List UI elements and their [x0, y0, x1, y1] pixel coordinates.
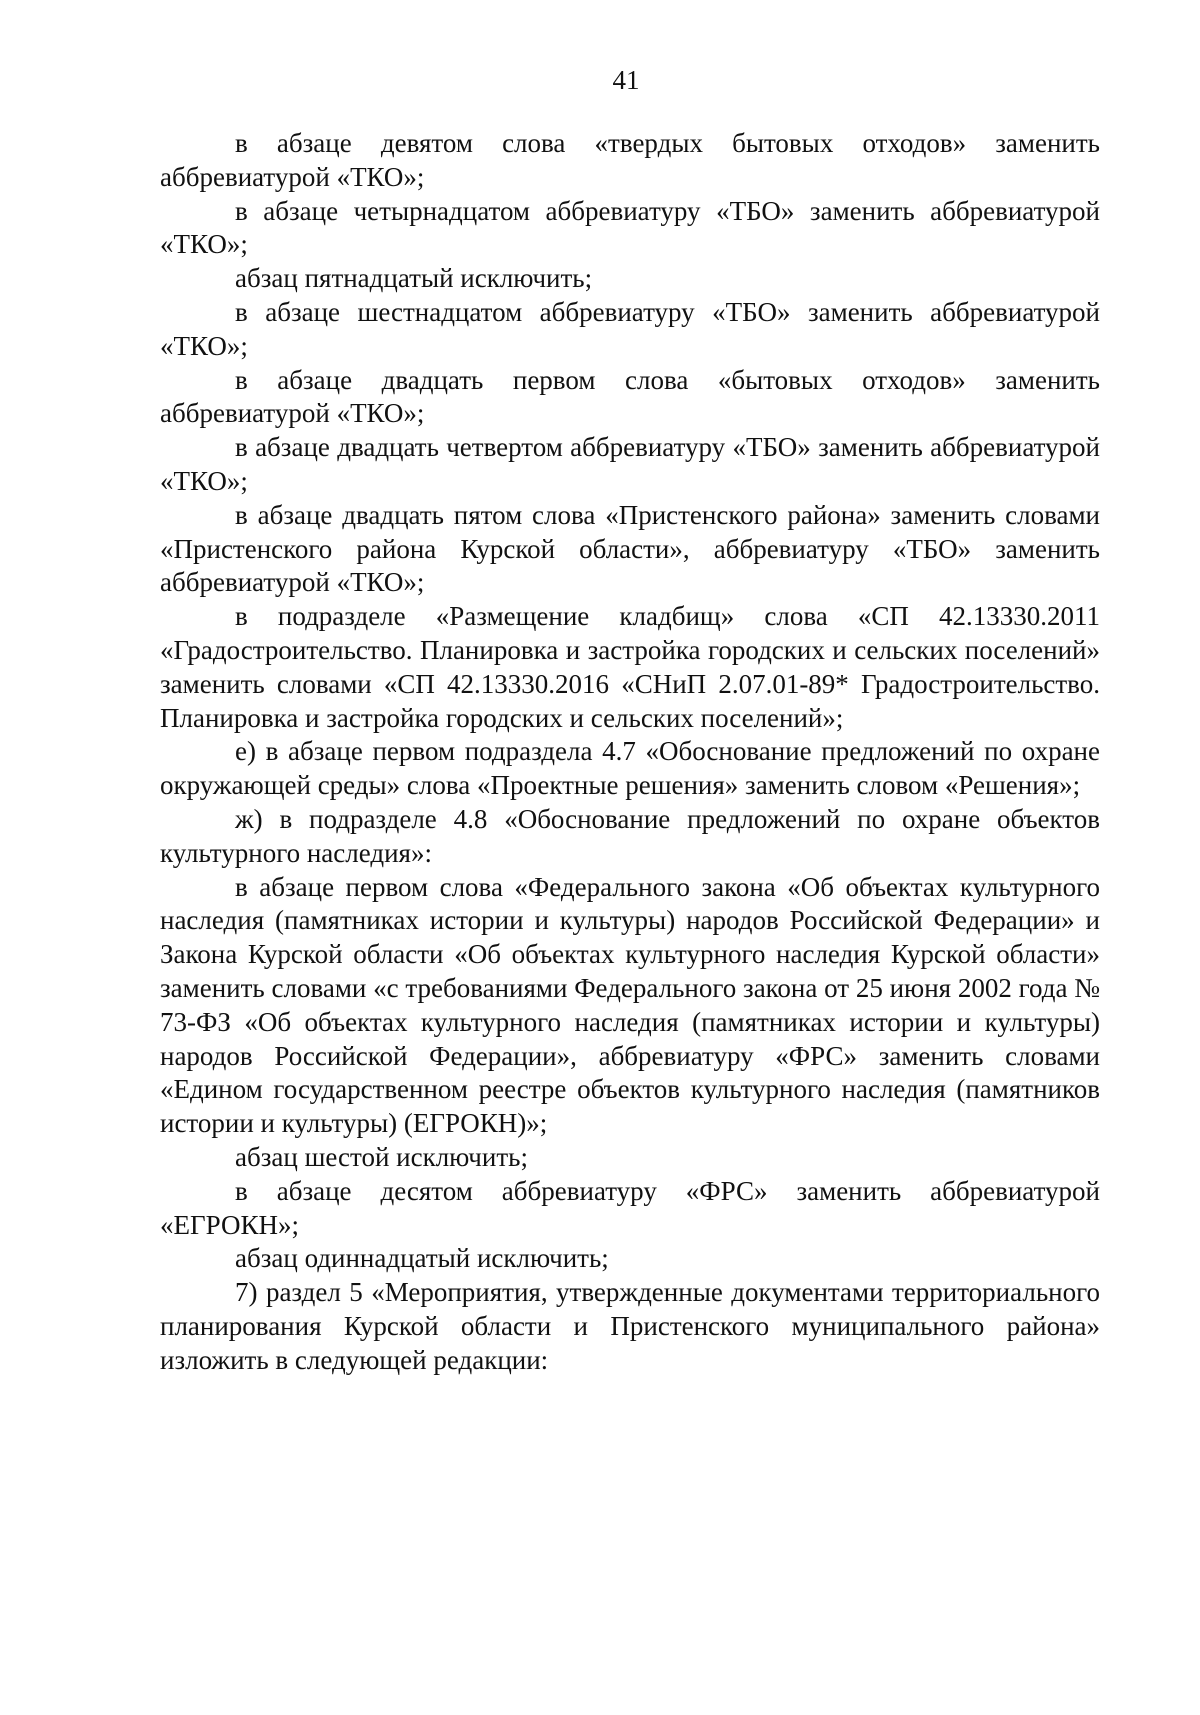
paragraph: в абзаце четырнадцатом аббревиатуру «ТБО» заменить аббревиатурой «ТКО»; — [160, 195, 1100, 260]
paragraph: 7) раздел 5 «Мероприятия, утвержденные документами территориального планирования Курской области и Пристенского муниципального района» изложить в следующей редакции: — [160, 1277, 1100, 1375]
paragraph: в абзаце шестнадцатом аббревиатуру «ТБО» заменить аббревиатурой «ТКО»; — [160, 296, 1100, 361]
paragraph: в абзаце первом слова «Федерального закона «Об объектах культурного наследия (памятниках истории и культуры) народов Российской Федерации» и Закона Курской области «Об объектах культурного наследия Курской области» заменить словами «с требованиями Федерального закона от 25 июня 2002 года № 73-ФЗ «Об объектах культурного наследия (памятниках истории и культуры) народов Российской Федерации», аббревиатуру «ФРС» заменить словами «Едином государственном реестре объектов культурного наследия (памятников истории и культуры) (ЕГРОКН)»; — [160, 871, 1100, 1139]
paragraph: в абзаце двадцать четвертом аббревиатуру «ТБО» заменить аббревиатурой «ТКО»; — [160, 432, 1100, 496]
paragraph: абзац пятнадцатый исключить; — [235, 263, 593, 294]
document-body — [160, 127, 1100, 1377]
paragraph: в абзаце девятом слова «твердых бытовых отходов» заменить аббревиатурой «ТКО»; — [160, 128, 1100, 192]
paragraph: в подразделе «Размещение кладбищ» слова «СП 42.13330.2011 «Градостроительство. Планировка и застройка городских и сельских поселений» заменить словами «СП 42.13330.2016 «СНиП 2.07.01-89* Градостроительство. Планировка и застройка городских и сельских поселений»; — [160, 601, 1100, 733]
paragraph: ж) в подразделе 4.8 «Обоснование предложений по охране объектов культурного наследия»: — [160, 803, 1100, 868]
page-number: 41 — [612, 65, 640, 95]
paragraph: абзац шестой исключить; — [235, 1141, 528, 1172]
paragraph: в абзаце десятом аббревиатуру «ФРС» заменить аббревиатурой «ЕГРОКН»; — [160, 1175, 1100, 1240]
paragraph: е) в абзаце первом подраздела 4.7 «Обоснование предложений по охране окружающей среды» слова «Проектные решения» заменить словом «Решения»; — [160, 736, 1100, 801]
paragraph: в абзаце двадцать пятом слова «Пристенского района» заменить словами «Пристенского района Курской области», аббревиатуру «ТБО» заменить аббревиатурой «ТКО»; — [160, 499, 1100, 598]
paragraph: абзац одиннадцатый исключить; — [235, 1243, 609, 1274]
paragraph: в абзаце двадцать первом слова «бытовых отходов» заменить аббревиатурой «ТКО»; — [160, 364, 1100, 429]
